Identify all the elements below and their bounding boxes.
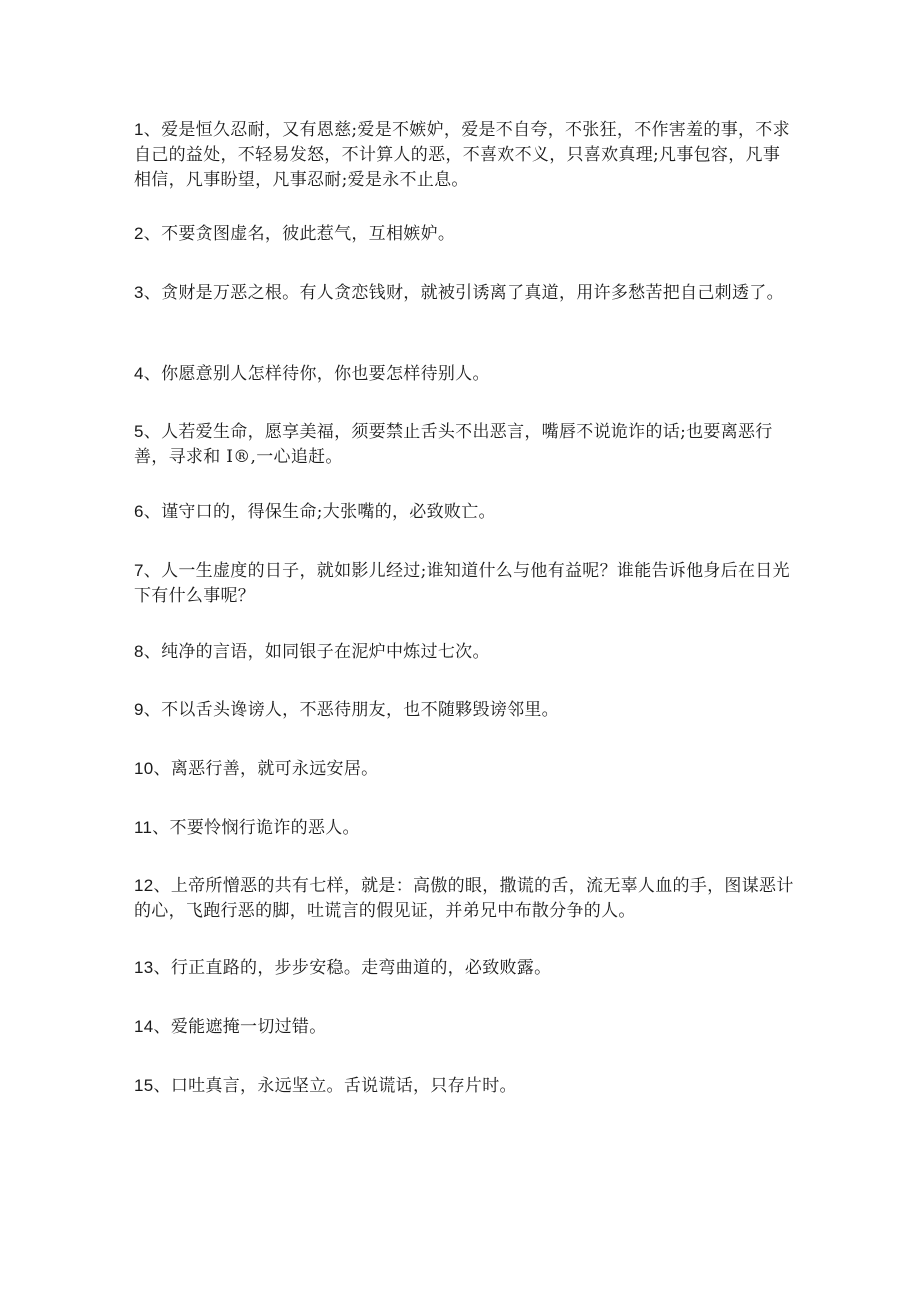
list-item — [134, 117, 794, 193]
item-number: 11 — [134, 818, 153, 837]
list-item — [134, 955, 794, 981]
item-number: 13 — [134, 958, 154, 977]
list-item — [134, 697, 794, 723]
item-number: 8 — [134, 642, 144, 661]
list-item — [134, 280, 794, 306]
item-number: 9 — [134, 700, 144, 719]
item-text: 、口吐真言，永远坚立。舌说谎话，只存片时。 — [153, 1076, 517, 1096]
list-item — [134, 639, 794, 665]
item-text: 、你愿意别人怎样待你，你也要怎样待别人。 — [143, 364, 490, 384]
list-item — [134, 1073, 794, 1099]
list-item — [134, 756, 794, 782]
list-item — [134, 1014, 794, 1040]
item-number: 12 — [134, 876, 154, 895]
item-number: 7 — [134, 561, 144, 580]
list-item — [134, 873, 794, 924]
item-text: 、离恶行善，就可永远安居。 — [153, 759, 379, 779]
item-number: 3 — [134, 283, 144, 302]
item-number: 1 — [134, 120, 144, 139]
list-item — [134, 815, 794, 841]
item-text: 、不以舌头谗谤人，不恶待朋友，也不随夥毁谤邻里。 — [143, 700, 559, 720]
item-number: 10 — [134, 759, 154, 778]
item-text: 、不要怜悯行诡诈的恶人。 — [152, 818, 360, 838]
item-text: 、纯净的言语，如同银子在泥炉中炼过七次。 — [143, 642, 490, 662]
item-number: 2 — [134, 224, 144, 243]
item-number: 5 — [134, 422, 144, 441]
item-number: 14 — [134, 1017, 154, 1036]
list-item — [134, 558, 794, 609]
item-text: 、谨守口的，得保生命;大张嘴的，必致败亡。 — [143, 502, 496, 522]
list-item — [134, 499, 794, 525]
item-text: 、爱能遮掩一切过错。 — [153, 1017, 327, 1037]
item-text: 、行正直路的，步步安稳。走弯曲道的，必致败露。 — [153, 958, 552, 978]
item-number: 15 — [134, 1076, 154, 1095]
list-item — [134, 221, 794, 247]
list-item — [134, 419, 794, 470]
item-text: 、上帝所憎恶的共有七样，就是：高傲的眼，撒谎的舌，流无辜人血的手，图谋恶计的心，飞跑行恶的脚，吐谎言的假见证，并弟兄中布散分争的人。 — [134, 876, 794, 921]
list-item — [134, 361, 794, 387]
item-text: 、不要贪图虚名，彼此惹气，互相嫉妒。 — [143, 224, 456, 244]
item-text: 、人一生虚度的日子，就如影儿经过;谁知道什么与他有益呢？谁能告诉他身后在日光下有什么事呢？ — [134, 561, 790, 606]
item-text: 、爱是恒久忍耐，又有恩慈;爱是不嫉妒，爱是不自夸，不张狂，不作害羞的事，不求自己的益处，不轻易发怒，不计算人的恶，不喜欢不义，只喜欢真理;凡事包容，凡事相信，凡事盼望，凡事忍耐;爱是永不止息。 — [134, 120, 790, 190]
item-number: 6 — [134, 502, 144, 521]
item-text: 、贪财是万恶之根。有人贪恋钱财，就被引诱离了真道，用许多愁苦把自己刺透了。 — [143, 283, 784, 303]
item-text: 、人若爱生命，愿享美福，须要禁止舌头不出恶言，嘴唇不说诡诈的话;也要离恶行善，寻求和 I®,一心追赶。 — [134, 422, 773, 467]
item-number: 4 — [134, 364, 144, 383]
